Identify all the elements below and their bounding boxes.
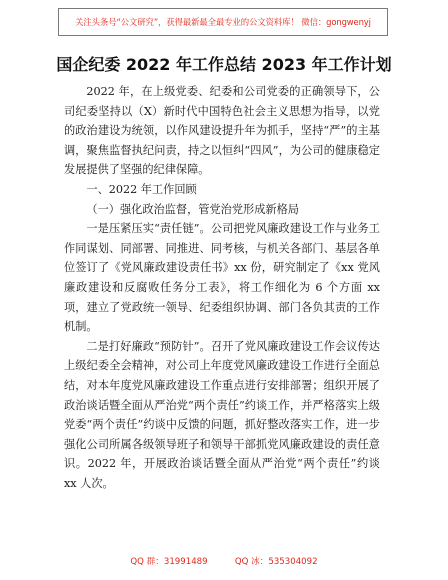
promo-banner-text: 关注头条号“公文研究”，获得最新最全最专业的公文资料库！ 微信：gongwenyj: [75, 17, 371, 27]
subsection-heading: （一）强化政治监督，管党治党形成新格局: [86, 202, 299, 216]
intro-paragraph: 2022 年，在上级党委、纪委和公司党委的正确领导下，公司纪委坚持以（X）新时代中国特色社会主义思想为指导，以党的政治建设为统领，以作风建设提升年为抓手，坚持“严”的主基调，聚焦监督执纪问责，持之以恒纠“四风”，为公司的健康稳定发展提供了坚强的纪律保障。: [64, 85, 380, 177]
document-title: 国企纪委 2022 年工作总结 2023 年工作计划: [56, 55, 392, 74]
promo-banner: [58, 8, 388, 36]
section-heading: 一、2022 年工作回顾: [86, 182, 197, 196]
body-paragraph-prevention: 二是打好廉政“预防针”。召开了党风廉政建设工作会议传达上级纪委全会精神，对公司上年度党风廉政建设工作进行全面总结，对本年度党风廉政建设工作重点进行安排部署；组织开展了政治谈话暨全面从严治党“两个责任”约谈工作，并严格落实上级党委“两个责任”约谈中反馈的问题，抓好整改落实工作，进一步强化公司所属各级领导班子和领导干部抓党风廉政建设的责任意识。2022 年，开展政治谈话暨全面从严治党“两个责任”约谈 xx 人次。: [64, 339, 380, 490]
contact-footer: QQ 群：31991489 QQ 冰：535304092: [130, 557, 318, 567]
document-body: [64, 82, 380, 493]
body-paragraph-responsibility: 一是压紧压实“责任链”。公司把党风廉政建设工作与业务工作同谋划、同部署、同推进、同考核，与机关各部门、基层各单位签订了《党风廉政建设责任书》xx 份，研究制定了《xx 党风廉政建设和反腐败任务分工表》，将工作细化为 6 个方面 xx 项，建立了党政统一领导、纪委组织协调、部门各负其责的工作机制。: [64, 222, 380, 334]
